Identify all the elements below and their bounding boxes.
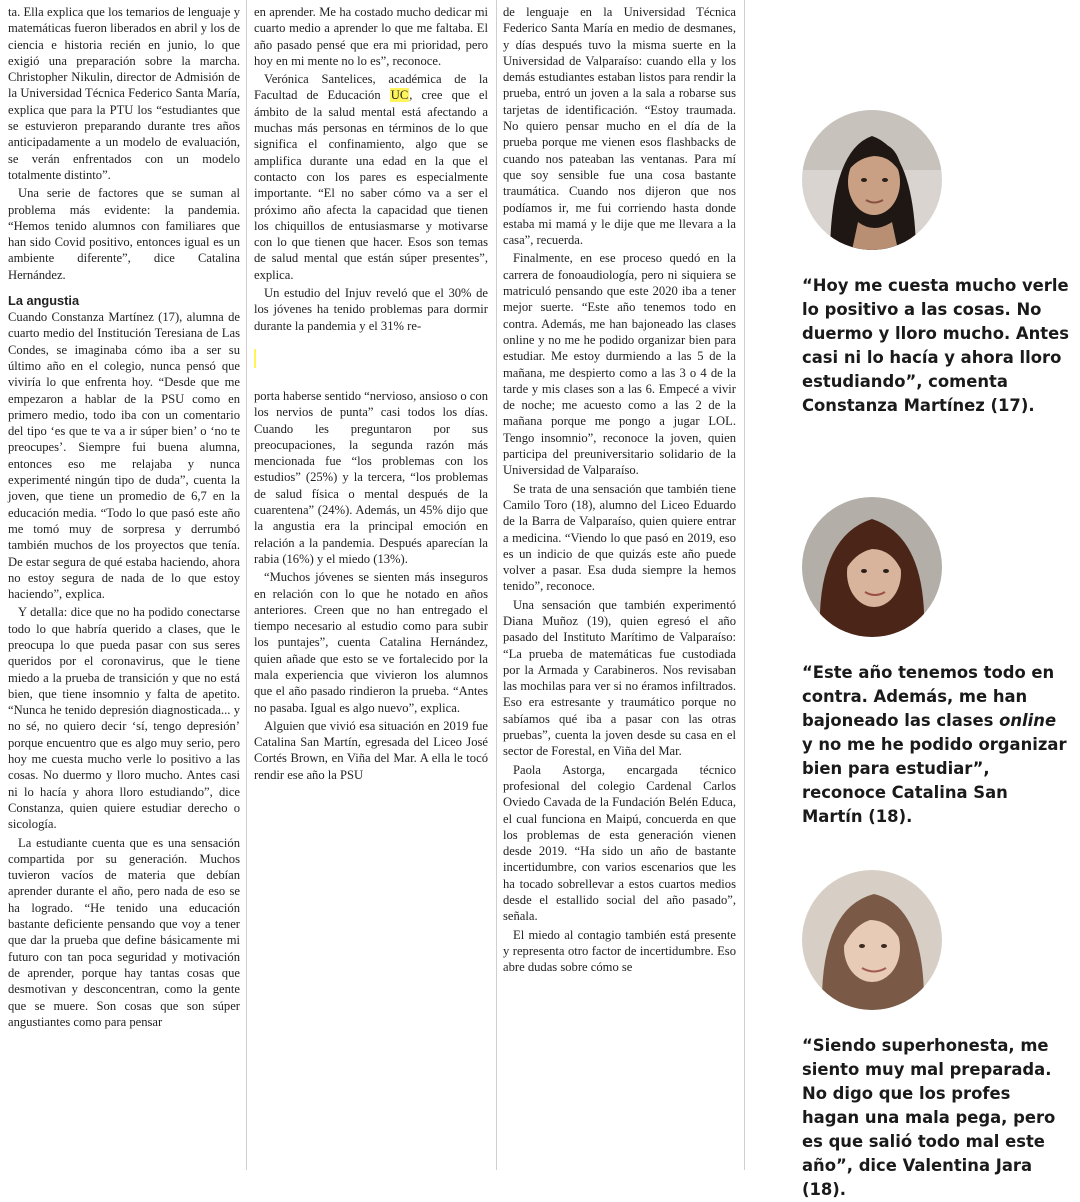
paragraph: El miedo al contagio también está presente y representa otro factor de incertidumbre. Eso abre dudas sobre cómo se [503, 927, 736, 975]
highlighted-text: UC [390, 88, 409, 103]
quote-text: “Hoy me cuesta mucho verle lo positivo a las cosas. No duermo y lloro mucho. Antes casi ni lo hacía y ahora lloro estudiando”, comenta Constanza Martínez (17). [802, 276, 1069, 415]
column-divider [246, 0, 247, 1170]
text-run: “Este año tenemos todo en contra. Además, me han bajoneado las clases [802, 663, 1055, 730]
portrait-photo [802, 497, 942, 637]
article-column-1 [8, 4, 240, 1032]
quote-text: “Siendo superhonesta, me siento muy mal preparada. No digo que los profes hagan una mala pega, pero es que salió todo mal este año”, dice Valentina Jara (18). [802, 1036, 1056, 1199]
paragraph: ta. Ella explica que los temarios de lenguaje y matemáticas fueron liberados en abril y los de ciencia e historia recién en junio, lo que exigió una preparación sobre la marcha. Christopher Nikulin, director de Admisión de la Universidad Técnica Federico Santa María, explica que para la PTU los “estudiantes que se estuvieron preparando durante tres años anticipadamente a un modelo de evaluación, se verán enfrentados con un modelo totalmente distinto”. [8, 5, 240, 182]
emphasis-text: online [999, 711, 1057, 730]
paragraph: Cuando Constanza Martínez (17), alumna de cuarto medio del Institución Teresiana de Las Condes, se imaginaba cómo iba a ser su último año en el colegio, nunca pensó que viviría lo que enfrenta hoy. “Desde que me empezaron a hablar de la PSU como en primero medio, todo iba con un comentario del tipo ‘es que te va a ir súper bien’ o ‘no te preocupes’. Siempre fui buena alumna, entonces eso me relajaba y nunca experimenté ningún tipo de duda”, cuenta la joven, que tiene un promedio de 6,7 en la educación media. “Todo lo que pasó este año me tomó muy de sorpresa y derrumbó también muchos de los proyectos que tenía. De estar segura de qué estaba haciendo, ahora no estoy segura de nada de lo que estoy haciendo”, explica. [8, 310, 240, 602]
section-heading: La angustia [8, 293, 80, 309]
paragraph: Un estudio del Injuv reveló que el 30% de los jóvenes ha tenido problemas para dormir durante la pandemia y el 31% re- [254, 286, 488, 333]
paragraph: porta haberse sentido “nervioso, ansioso o con los nervios de punta” casi todos los días. Cuando les preguntaron por sus preocupaciones, la segunda razón más mencionada fue “los problemas con los estudios” (25%) y la tercera, “los problemas de salud física o mental después de la cuarentena” (24%). Además, un 45% dijo que la angustia era la principal emoción en relación a la pandemia. Después aparecían la rabia (16%) y el miedo (13%). [254, 388, 488, 566]
paragraph: Alguien que vivió esa situación en 2019 fue Catalina San Martín, egresada del Liceo José Cortés Brown, en Viña del Mar. A ella le tocó rendir ese año la PSU [254, 718, 488, 782]
article-column-2 [254, 4, 488, 785]
sidebar-quote-1 [760, 110, 1072, 418]
paragraph: La estudiante cuenta que es una sensación compartida por su generación. Muchos tuvieron vacíos de materia que debían aprender durante el año, pero nada de eso se ha logrado. “He tenido una educación bastante deficiente pensando que voy a tener que dar la prueba que define básicamente mi futuro con tan poca seguridad y motivación de aprender, porque hay tantas cosas que desmotivan y desconcentran, como la gente que se muere. Son cosas que son súper angustiantes como para pensar [8, 835, 240, 1029]
text-run: Verónica Santelices, académica de la Facultad de Educación [254, 72, 488, 103]
paragraph: “Muchos jóvenes se sienten más inseguros en relación con lo que he notado en años anteriores. Creen que no han entregado el tiempo necesario al estudio como para subir los puntajes”, cuenta Catalina Hernández, quien añade que esto se ve fortalecido por la mala experiencia que vivieron los alumnos que el año pasado rindieron la prueba. “Antes no pasaba. Igual es algo nuevo”, explica. [254, 570, 488, 715]
paragraph: Y detalla: dice que no ha podido conectarse todo lo que habría querido a clases, que le preocupa lo que pueda pasar con sus seres queridos por el coronavirus, que le tiene miedo a la prueba de transición y que no está bien, que tiene insomnio y falta de apetito. “Nunca he tenido depresión diagnosticada... y no sé, no quiero decir ‘sí, tengo depresión’ porque encuentro que es algo muy serio, pero hoy me cuesta mucho verle lo positivo a las cosas. No duermo y lloro mucho. Antes casi ni lo hacía y ahora lloro estudiando”, dice Constanza, quien quiere estudiar derecho o sicología. [8, 605, 240, 832]
highlighted-text [254, 349, 256, 368]
column-divider [744, 0, 745, 1170]
text-run: , cree que el ámbito de la salud mental está afectando a muchas más personas en términos de lo que significa el confinamiento, algo que se amplifica durante una edad en la que el contacto con los pares es especialmente importante. “El no saber cómo va a ser el próximo año afecta la capacidad que tienen los chiquillos de entusiasmarse y motivarse con lo que tienen que hacer. Esos son temas de salud mental que están súper presentes”, explica. [254, 88, 488, 282]
paragraph: Paola Astorga, encargada técnico profesional del colegio Cardenal Carlos Oviedo Cavada de la Fundación Belén Educa, el cual funciona en Maipú, concuerda en que los problemas de esta generación vienen desde 2019. “Ha sido un año de bastante incertidumbre, con varios escenarios que les ha tocado sobrellevar a estos cuartos medios desde el estallido social del año pasado”, señala. [503, 762, 736, 924]
article-column-3 [503, 4, 736, 978]
quote-text [760, 661, 1072, 829]
column-divider [496, 0, 497, 1170]
paragraph: Se trata de una sensación que también tiene Camilo Toro (18), alumno del Liceo Eduardo de la Barra de Valparaíso, quien quiere entrar a medicina. “Viendo lo que pasó en 2019, eso es un indicio de que quizás este año puede volver a pasar. Esa duda siempre la hemos tenido”, reconoce. [503, 481, 736, 594]
portrait-photo [802, 870, 942, 1010]
portrait-photo [802, 110, 942, 250]
sidebar-quote-2 [760, 497, 1072, 829]
paragraph: Finalmente, en ese proceso quedó en la carrera de fonoaudiología, pero ni siquiera se matriculó pensando que este 2020 iba a tener mejor suerte. “Este año tenemos todo en contra. Además, me han bajoneado las clases online y no me he podido organizar bien para estudiar. Me estoy durmiendo a las 5 de la mañana, me despierto como a las 3 o 4 de la tarde y mis clases son a las 6. Empecé a vivir de noche; me acuesto como a las 2 de la mañana porque me pongo a jugar LOL. Tengo insomnio”, reconoce la joven, quien participa del preuniversitario solidario de la Universidad de Valparaíso. [503, 251, 736, 478]
paragraph: Una serie de factores que se suman al problema más evidente: la pandemia. “Hemos tenido alumnos con familiares que han sido Covid positivo, entonces igual es un ambiente diferente”, dice Catalina Hernández. [8, 186, 240, 282]
sidebar-quote-3 [760, 870, 1072, 1202]
paragraph: de lenguaje en la Universidad Técnica Federico Santa María en medio de desmanes, y días después tuvo la misma suerte en la Universidad de Valparaíso: cuando ella y los demás estudiantes estaban listos para rendir la prueba, entró un joven a la sala a robarse sus tarjetas de identificación. “Estoy traumada. No quiero pensar mucho en el día de la prueba porque me vienen esos flashbacks de cuando nos pateaban las ventanas. Para mí que soy sensible fue una cosa bastante traumática. Cuando nos dijeron que nos podíamos ir, me fui corriendo hasta donde estaba mi mamá y le dije que me llevara a la casa”, recuerda. [503, 5, 736, 248]
paragraph [254, 71, 488, 283]
paragraph: en aprender. Me ha costado mucho dedicar mi cuarto medio a aprender lo que me faltaba. El año pasado pensé que era mi prioridad, pero hoy en mi mente no lo es”, reconoce. [254, 5, 488, 68]
paragraph: Una sensación que también experimentó Diana Muñoz (19), quien egresó el año pasado del Instituto Marítimo de Valparaíso: “La prueba de matemáticas fue custodiada por la Armada y Carabineros. Nos revisaban las mochilas para ver si no éramos infiltrados. Eso era estresante y traumático porque no sabíamos qué iba a pasar con las otras pruebas”, cuenta la joven desde su casa en el sector de Forestal, en Viña del Mar. [503, 597, 736, 759]
text-run: y no me he podido organizar bien para estudiar”, reconoce Catalina San Martín (18). [802, 735, 1067, 826]
pull-quote [254, 348, 488, 370]
